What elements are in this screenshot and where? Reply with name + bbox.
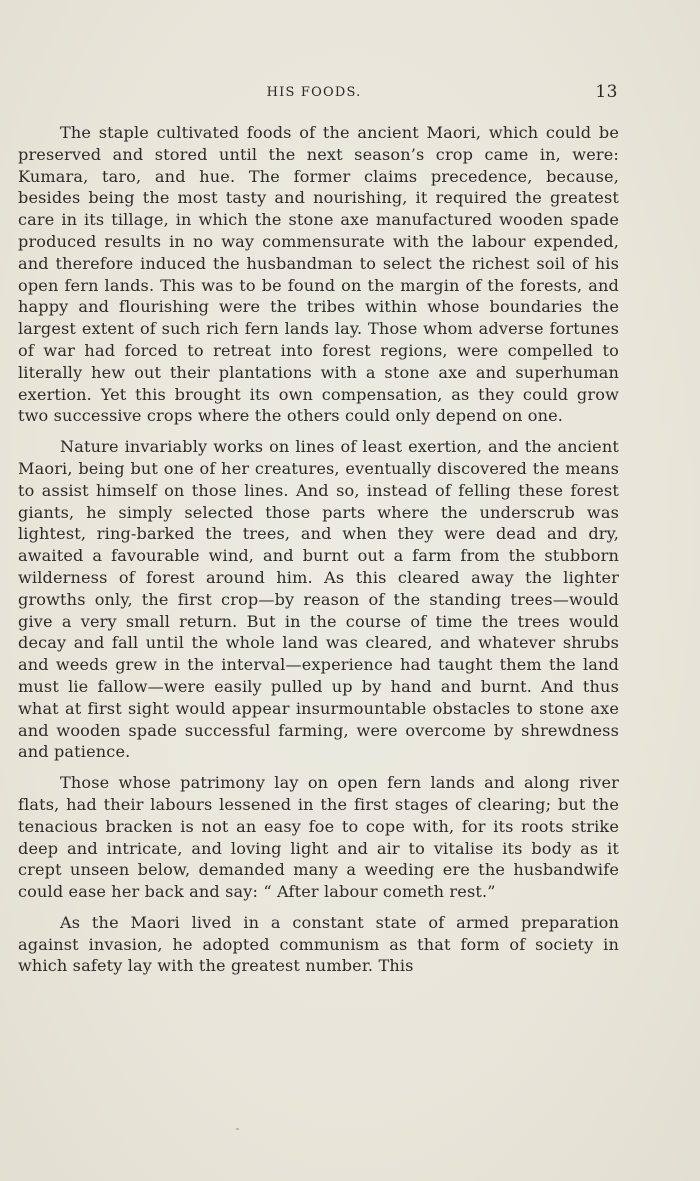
- running-head: [0, 82, 700, 106]
- paragraph-3: Those whose patrimony lay on open fern lands and along river flats, had their labours lessened in the first stages of clearing; but the tenacious bracken is not an easy foe to cope with, for its roots strike deep and intricate, and loving light and air to vitalise its body as it crept unseen below, demanded many a weeding ere the husbandwife could ease her back and say: “ After labour cometh rest.”: [18, 773, 619, 902]
- paper-speck: [236, 1128, 239, 1130]
- paragraph-1: The staple cultivated foods of the ancient Maori, which could be preserved and stored until the next season’s crop came in, were: Kumara, taro, and hue. The former claims precedence, because, besides being the most tasty and nourishing, it required the greatest care in its tillage, in which the stone axe manufactured wooden spade produced results in no way commensurate with the labour expended, and therefore induced the husbandman to select the richest soil of his open fern lands. This was to be found on the margin of the forests, and happy and flourishing were the tribes within whose boundaries the largest extent of such rich fern lands lay. Those whom adverse fortunes of war had forced to retreat into forest regions, were compelled to literally hew out their plantations with a stone axe and superhuman exertion. Yet this brought its own compensation, as they could grow two successive crops where the others could only depend on one.: [18, 123, 619, 426]
- paragraph-4: As the Maori lived in a constant state of armed preparation against invasion, he adopted communism as that form of society in which safety lay with the greatest number. This: [18, 912, 619, 976]
- chapter-title: HIS FOODS.: [266, 85, 362, 100]
- paragraph-2: Nature invariably works on lines of least exertion, and the ancient Maori, being but one of her creatures, eventually discovered the means to assist himself on those lines. And so, instead of felling these forest giants, he simply selected those parts where the underscrub was lightest, ring-barked the trees, and when they were dead and dry, awaited a favourable wind, and burnt out a farm from the stubborn wilderness of forest around him. As this cleared away the lighter growths only, the first crop—by reason of the standing trees—would give a very small return. But in the course of time the trees would decay and fall until the whole land was cleared, and whatever shrubs and weeds grew in the interval—experience had taught them the land must lie fallow—were easily pulled up by hand and burnt. And thus what at first sight would appear insurmountable obstacles to stone axe and wooden spade successful farming, were overcome by shrewdness and patience.: [18, 437, 619, 762]
- body-text: [18, 122, 619, 986]
- page-number: 13: [595, 82, 618, 102]
